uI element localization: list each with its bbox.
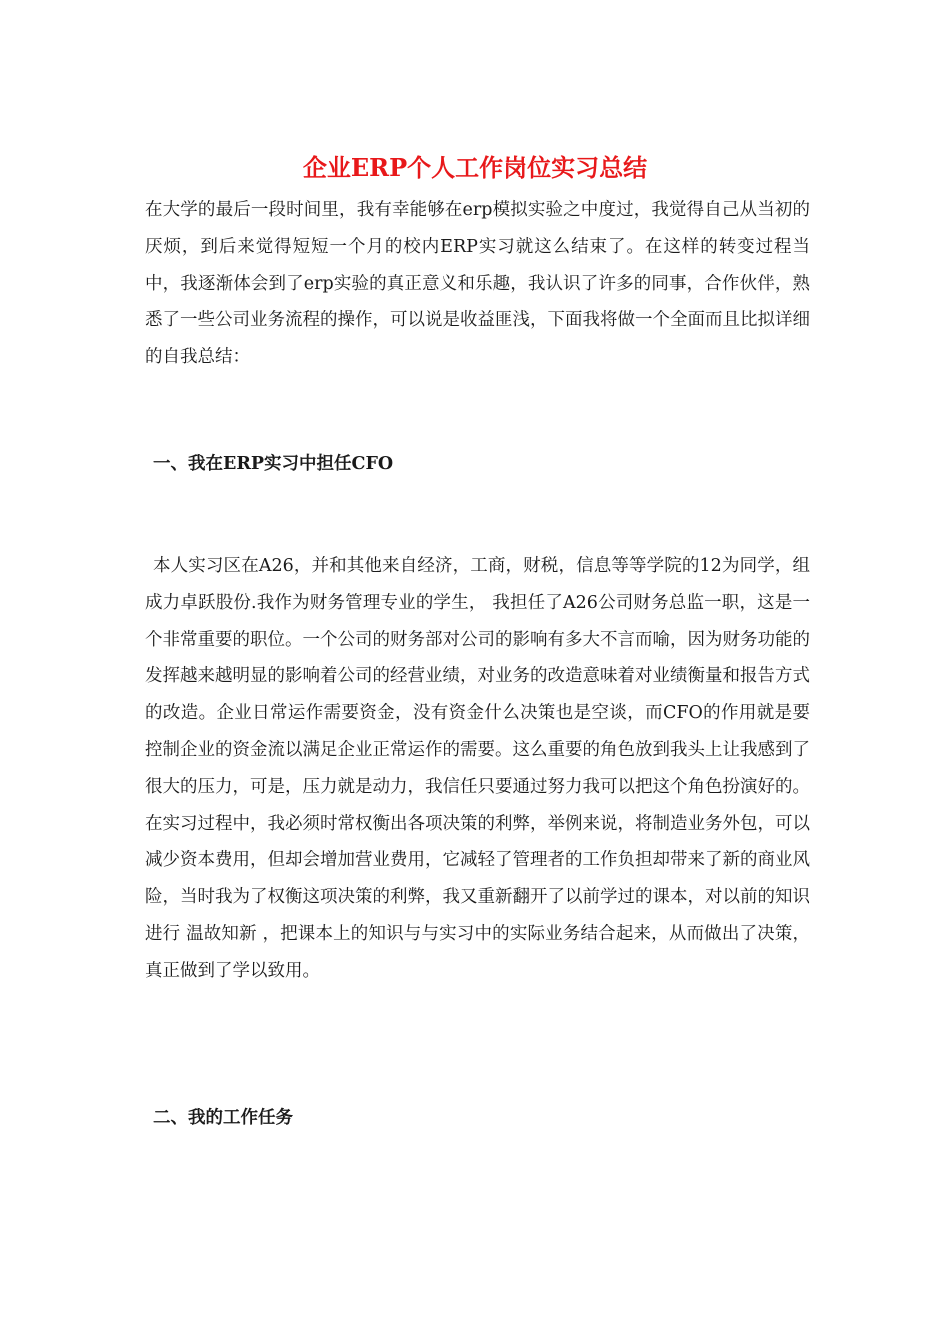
document-title: 企业ERP个人工作岗位实习总结 — [302, 153, 648, 182]
section-1-heading: 一、我在ERP实习中担任CFO — [153, 454, 394, 474]
section-1-paragraph: 本人实习区在A26，并和其他来自经济，工商，财税，信息等等学院的12为同学，组成力卓跃股份.我作为财务管理专业的学生， 我担任了A26公司财务总监一职，这是一个非常重要的职位。一个公司的财务部对公司的影响有多大不言而喻，因为财务功能的发挥越来越明显的影响着公司的经营业绩，对业务的改造意味着对业绩衡量和报告方式的改造。企业日常运作需要资金，没有资金什么决策也是空谈，而CFO的作用就是要控制企业的资金流以满足企业正常运作的需要。这么重要的角色放到我头上让我感到了很大的压力，可是，压力就是动力，我信任只要通过努力我可以把这个角色扮演好的。在实习过程中，我必须时常权衡出各项决策的利弊，举例来说，将制造业务外包，可以减少资本费用，但却会增加营业费用，它减轻了管理者的工作负担却带来了新的商业风险，当时我为了权衡这项决策的利弊，我又重新翻开了以前学过的课本，对以前的知识进行 温故知新 ，把课本上的知识与与实习中的实际业务结合起来，从而做出了决策，真正做到了学以致用。 — [145, 556, 810, 981]
intro-paragraph: 在大学的最后一段时间里，我有幸能够在erp模拟实验之中度过，我觉得自己从当初的厌烦，到后来觉得短短一个月的校内ERP实习就这么结束了。在这样的转变过程当中，我逐渐体会到了erp实验的真正意义和乐趣，我认识了许多的同事，合作伙伴，熟悉了一些公司业务流程的操作，可以说是收益匪浅，下面我将做一个全面而且比拟详细的自我总结： — [145, 200, 810, 368]
section-2-heading: 二、我的工作任务 — [153, 1108, 293, 1128]
